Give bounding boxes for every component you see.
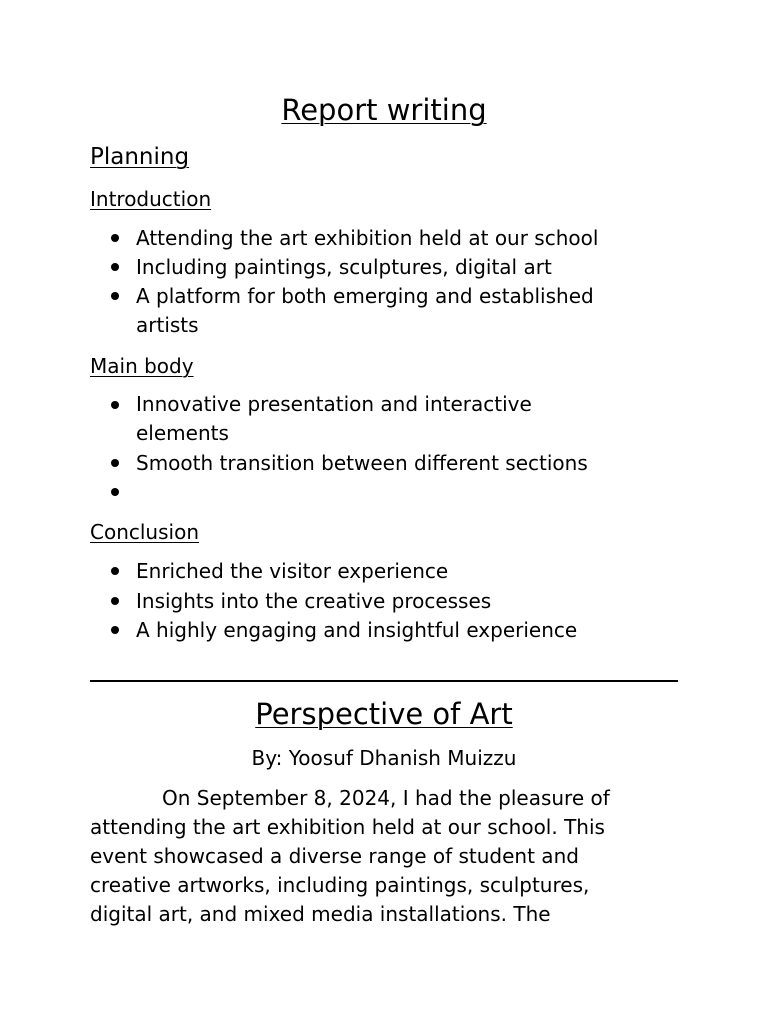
- page-title: Report writing: [281, 93, 487, 127]
- list-item: Enriched the visitor experience: [136, 559, 449, 583]
- essay-title: Perspective of Art: [255, 697, 513, 731]
- essay-byline: By: Yoosuf Dhanish Muizzu: [251, 746, 517, 770]
- introduction-heading: Introduction: [90, 187, 212, 211]
- paragraph-line: event showcased a diverse range of student and: [90, 844, 579, 868]
- paragraph-line: creative artworks, including paintings, sculptures,: [90, 873, 590, 897]
- list-item: Including paintings, sculptures, digital art: [136, 255, 552, 279]
- planning-heading: Planning: [90, 144, 190, 170]
- paragraph-line: On September 8, 2024, I had the pleasure of: [162, 786, 610, 810]
- paragraph-line: attending the art exhibition held at our school. This: [90, 815, 605, 839]
- list-item: Insights into the creative processes: [136, 589, 492, 613]
- bullet-icon: [111, 488, 119, 496]
- main-body-heading: Main body: [90, 354, 194, 378]
- bullet-icon: [111, 401, 119, 409]
- list-item-continuation: elements: [136, 421, 229, 445]
- list-item: Attending the art exhibition held at our school: [136, 226, 599, 250]
- bullet-icon: [111, 234, 119, 242]
- section-divider: [90, 680, 678, 682]
- bullet-icon: [111, 459, 119, 467]
- conclusion-heading: Conclusion: [90, 520, 199, 544]
- list-item-continuation: artists: [136, 313, 199, 337]
- list-item: A platform for both emerging and established: [136, 284, 594, 308]
- bullet-icon: [111, 626, 119, 634]
- bullet-icon: [111, 567, 119, 575]
- list-item: A highly engaging and insightful experience: [136, 618, 578, 642]
- bullet-icon: [111, 597, 119, 605]
- list-item: Innovative presentation and interactive: [136, 392, 532, 416]
- bullet-icon: [111, 263, 119, 271]
- bullet-icon: [111, 292, 119, 300]
- paragraph-line: digital art, and mixed media installations. The: [90, 902, 551, 926]
- list-item: Smooth transition between different sections: [136, 451, 588, 475]
